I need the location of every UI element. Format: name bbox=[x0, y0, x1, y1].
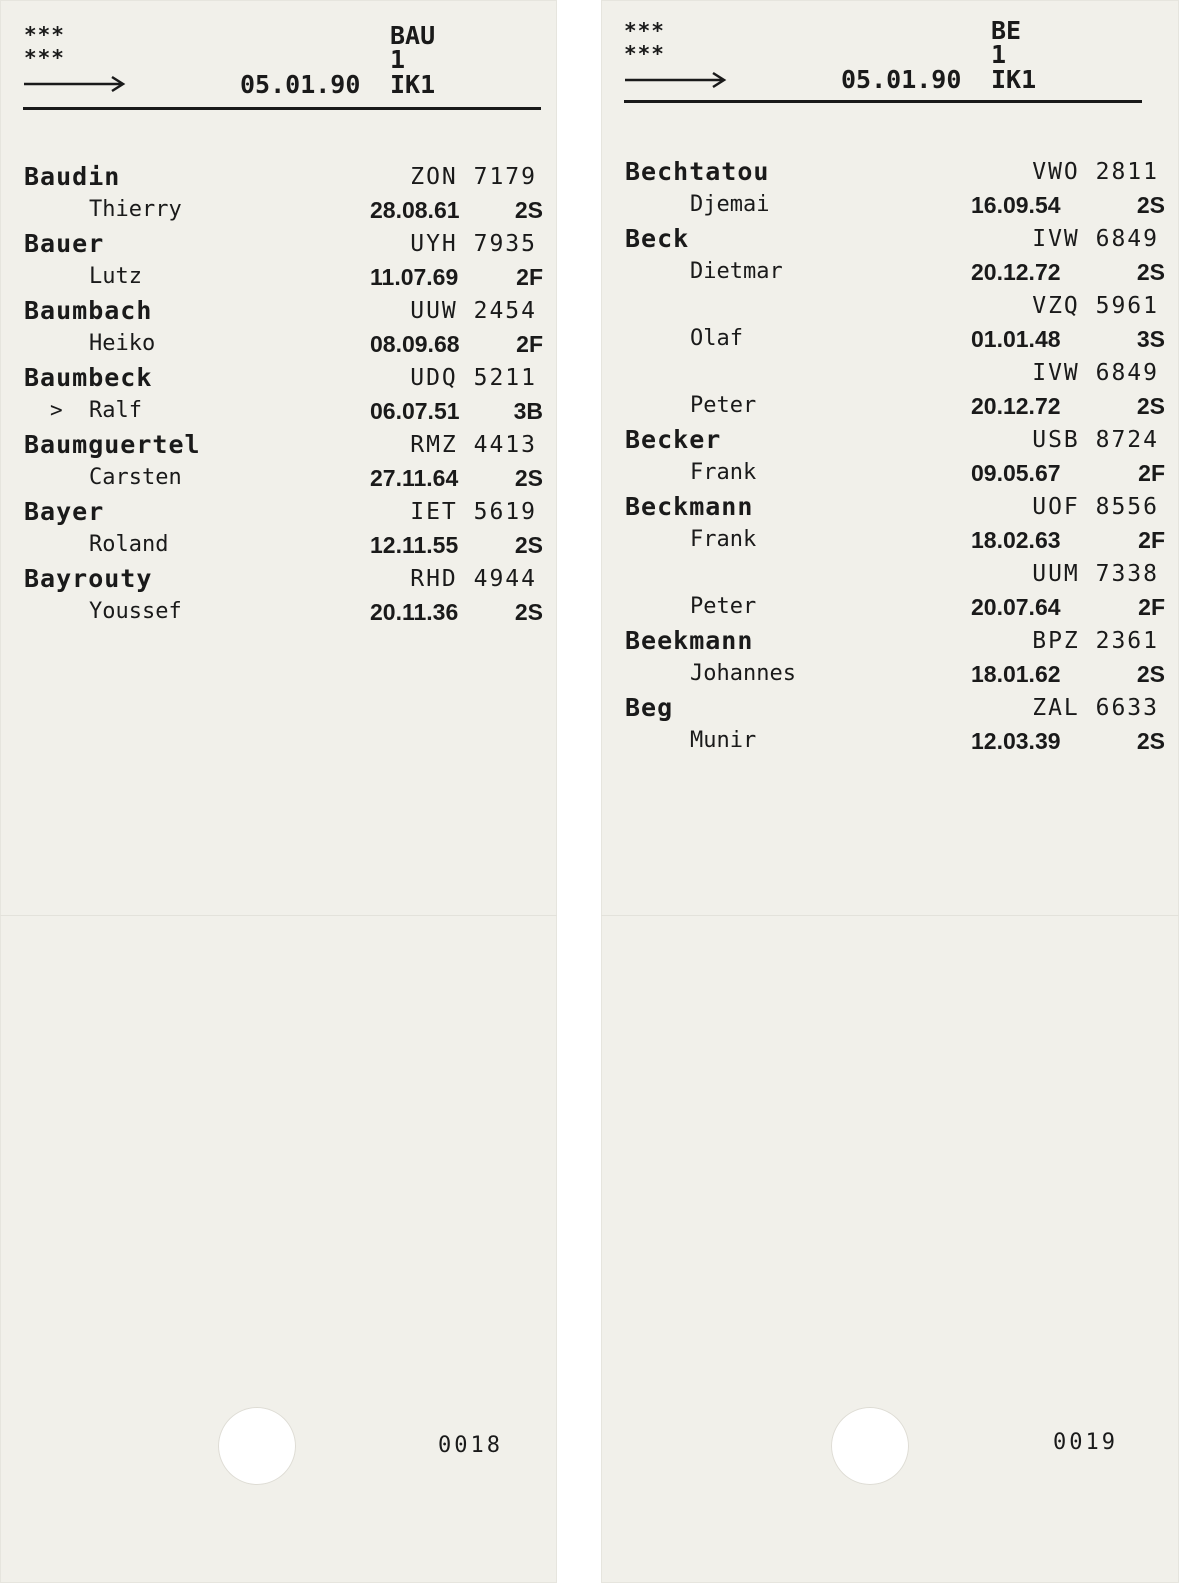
birth-date: 18.01.62 bbox=[971, 661, 1061, 687]
given-name: Dietmar bbox=[690, 259, 783, 284]
stars-line-2: *** bbox=[624, 42, 665, 66]
card-date: 05.01.90 bbox=[841, 65, 962, 94]
category: 2F bbox=[1138, 460, 1165, 486]
birth-date: 18.02.63 bbox=[971, 527, 1061, 553]
birth-date: 09.05.67 bbox=[971, 460, 1061, 486]
surname: Bayrouty bbox=[24, 564, 153, 593]
birth-date: 12.11.55 bbox=[370, 532, 459, 558]
given-name: Frank bbox=[690, 460, 757, 485]
arrow-icon bbox=[623, 70, 727, 90]
person-id: BPZ 2361 bbox=[1032, 628, 1159, 654]
fold-line bbox=[0, 915, 557, 916]
birth-date: 20.12.72 bbox=[971, 259, 1061, 285]
category: 2S bbox=[1136, 393, 1165, 419]
stars-line-1: *** bbox=[624, 19, 665, 43]
surname: Bayer bbox=[24, 497, 105, 526]
surname: Becker bbox=[625, 425, 722, 454]
punch-hole bbox=[831, 1407, 909, 1485]
person-id: VZQ 5961 bbox=[1032, 293, 1159, 319]
person-id: UUW 2454 bbox=[410, 298, 537, 324]
birth-date: 06.07.51 bbox=[370, 398, 460, 424]
birth-date: 01.01.48 bbox=[971, 326, 1061, 352]
stars-line-2: *** bbox=[24, 46, 65, 70]
person-id: IVW 6849 bbox=[1032, 226, 1159, 252]
birth-date: 20.12.72 bbox=[971, 393, 1061, 419]
given-name: Roland bbox=[89, 532, 169, 557]
category: 3S bbox=[1136, 326, 1165, 352]
category: 2F bbox=[1138, 594, 1165, 620]
birth-date: 12.03.39 bbox=[971, 728, 1061, 754]
category: 2S bbox=[514, 197, 543, 223]
header-rule bbox=[624, 100, 1142, 103]
category: 2F bbox=[516, 331, 543, 357]
person-id: RHD 4944 bbox=[410, 566, 537, 592]
page-number: 0019 bbox=[1053, 1430, 1118, 1455]
card-code: IK1 bbox=[991, 65, 1037, 94]
person-id: UYH 7935 bbox=[410, 231, 537, 257]
category: 2S bbox=[1136, 259, 1165, 285]
given-name: Peter bbox=[690, 393, 757, 418]
index-card-left bbox=[0, 0, 557, 1583]
given-name: Heiko bbox=[89, 331, 156, 356]
given-name: Thierry bbox=[89, 197, 182, 222]
category: 2S bbox=[514, 465, 543, 491]
birth-date: 08.09.68 bbox=[370, 331, 460, 357]
category: 2F bbox=[1138, 527, 1165, 553]
category: 2S bbox=[1136, 728, 1165, 754]
given-name: Youssef bbox=[89, 599, 182, 624]
person-id: UUM 7338 bbox=[1032, 561, 1159, 587]
page-number: 0018 bbox=[438, 1433, 503, 1458]
surname: Bechtatou bbox=[625, 157, 770, 186]
birth-date: 28.08.61 bbox=[370, 197, 460, 223]
card-date: 05.01.90 bbox=[240, 70, 361, 99]
arrow-icon bbox=[22, 74, 126, 94]
person-id: IVW 6849 bbox=[1032, 360, 1159, 386]
surname: Bauer bbox=[24, 229, 105, 258]
punch-hole bbox=[218, 1407, 296, 1485]
person-id: IET 5619 bbox=[410, 499, 537, 525]
index-card-right bbox=[601, 0, 1179, 1583]
card-code: IK1 bbox=[390, 70, 436, 99]
given-name: Carsten bbox=[89, 465, 182, 490]
category: 2F bbox=[516, 264, 543, 290]
category: 2S bbox=[1136, 192, 1165, 218]
given-name: Lutz bbox=[89, 264, 142, 289]
surname: Baumbeck bbox=[24, 363, 153, 392]
birth-date: 20.11.36 bbox=[370, 599, 459, 625]
entry-marker: > bbox=[50, 398, 63, 422]
surname: Baumguertel bbox=[24, 430, 201, 459]
index-letters: BAU bbox=[390, 21, 436, 50]
category: 2S bbox=[1136, 661, 1165, 687]
given-name: Ralf bbox=[89, 398, 142, 423]
surname: Beckmann bbox=[625, 492, 754, 521]
person-id: UDQ 5211 bbox=[410, 365, 537, 391]
birth-date: 27.11.64 bbox=[370, 465, 459, 491]
surname: Baudin bbox=[24, 162, 121, 191]
birth-date: 11.07.69 bbox=[370, 264, 459, 290]
person-id: VWO 2811 bbox=[1032, 159, 1159, 185]
surname: Beekmann bbox=[625, 626, 754, 655]
category: 3B bbox=[513, 398, 543, 424]
header-rule bbox=[23, 107, 541, 110]
given-name: Olaf bbox=[690, 326, 743, 351]
fold-line bbox=[601, 915, 1179, 916]
surname: Baumbach bbox=[24, 296, 153, 325]
given-name: Peter bbox=[690, 594, 757, 619]
person-id: RMZ 4413 bbox=[410, 432, 537, 458]
given-name: Johannes bbox=[690, 661, 796, 686]
person-id: ZAL 6633 bbox=[1032, 695, 1159, 721]
category: 2S bbox=[514, 532, 543, 558]
volume-number: 1 bbox=[991, 40, 1007, 69]
person-id: USB 8724 bbox=[1032, 427, 1159, 453]
given-name: Frank bbox=[690, 527, 757, 552]
stars-line-1: *** bbox=[24, 23, 65, 47]
person-id: UOF 8556 bbox=[1032, 494, 1159, 520]
volume-number: 1 bbox=[390, 45, 406, 74]
birth-date: 16.09.54 bbox=[971, 192, 1061, 218]
surname: Beg bbox=[625, 693, 674, 722]
index-letters: BE bbox=[991, 16, 1022, 45]
surname: Beck bbox=[625, 224, 690, 253]
category: 2S bbox=[514, 599, 543, 625]
birth-date: 20.07.64 bbox=[971, 594, 1061, 620]
given-name: Djemai bbox=[690, 192, 770, 217]
given-name: Munir bbox=[690, 728, 757, 753]
person-id: ZON 7179 bbox=[410, 164, 537, 190]
